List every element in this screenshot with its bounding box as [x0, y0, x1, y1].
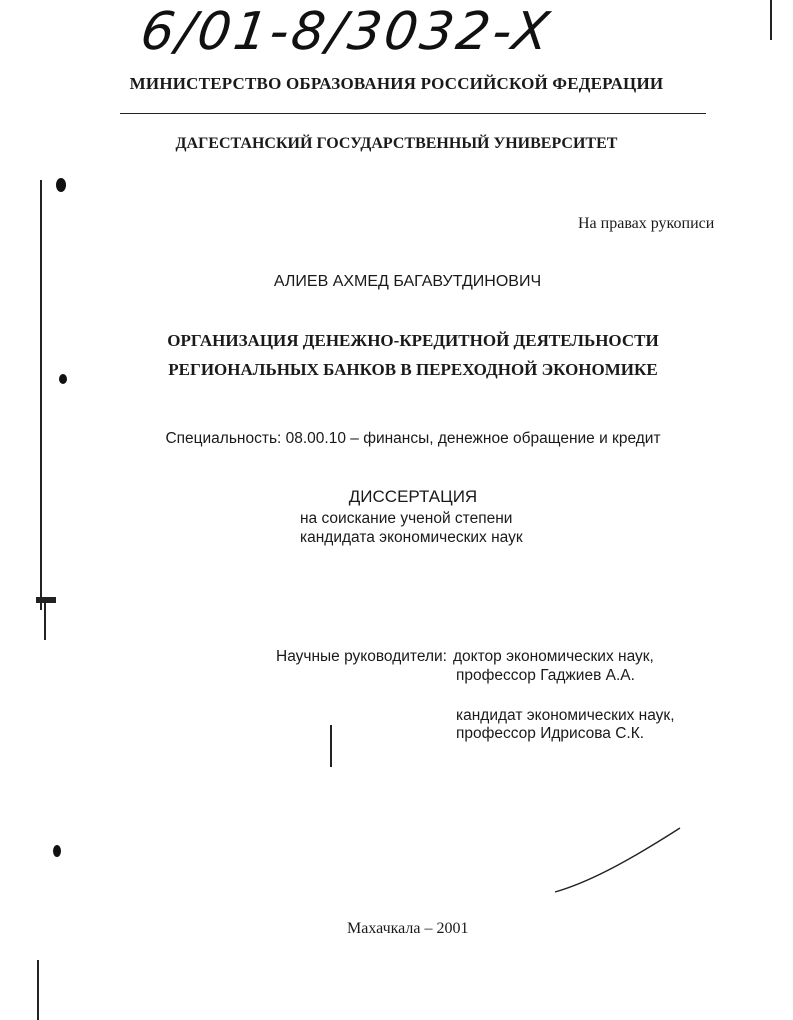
pen-stroke-mark: [550, 820, 690, 900]
scan-speck: [36, 597, 56, 603]
scan-mark: [330, 725, 332, 767]
scan-edge-line: [37, 960, 39, 1020]
place-and-year: [347, 920, 468, 938]
scan-edge-line: [40, 180, 42, 610]
supervisors-label: Научные руководители:: [276, 648, 447, 665]
supervisor-2-degree: кандидат экономических наук,: [456, 707, 675, 724]
handwritten-archive-code: 6/01-8/3032-X: [137, 2, 556, 62]
specialty-line: Специальность: 08.00.10 – финансы, денежное обращение и кредит: [165, 430, 661, 447]
author-name: АЛИЕВ АХМЕД БАГАВУТДИНОВИЧ: [273, 273, 542, 290]
university-heading: ДАГЕСТАНСКИЙ ГОСУДАРСТВЕННЫЙ УНИВЕРСИТЕТ: [175, 135, 618, 152]
scan-speck: [56, 178, 66, 192]
supervisor-1-name: профессор Гаджиев А.А.: [456, 667, 635, 684]
rights-note: На правах рукописи: [578, 215, 715, 232]
scan-edge-line: [44, 600, 46, 640]
ministry-heading: МИНИСТЕРСТВО ОБРАЗОВАНИЯ РОССИЙСКОЙ ФЕДЕРАЦИИ: [129, 74, 664, 93]
scan-speck: [53, 845, 61, 857]
header-divider: [120, 113, 706, 114]
degree-line-1: на соискание ученой степени: [300, 510, 513, 527]
year: 2001: [436, 920, 469, 937]
dissertation-title-line-1: ОРГАНИЗАЦИЯ ДЕНЕЖНО-КРЕДИТНОЙ ДЕЯТЕЛЬНОСТИ: [167, 331, 659, 350]
document-type: ДИССЕРТАЦИЯ: [348, 487, 478, 506]
scan-edge-line: [770, 0, 772, 40]
scan-speck: [59, 374, 67, 384]
supervisor-2-name: профессор Идрисова С.К.: [456, 725, 645, 742]
dissertation-title-line-2: РЕГИОНАЛЬНЫХ БАНКОВ В ПЕРЕХОДНОЙ ЭКОНОМИКЕ: [168, 360, 658, 379]
degree-line-2: кандидата экономических наук: [300, 529, 523, 546]
city: Махачкала –: [347, 920, 433, 937]
supervisor-1-degree: доктор экономических наук,: [453, 648, 654, 665]
